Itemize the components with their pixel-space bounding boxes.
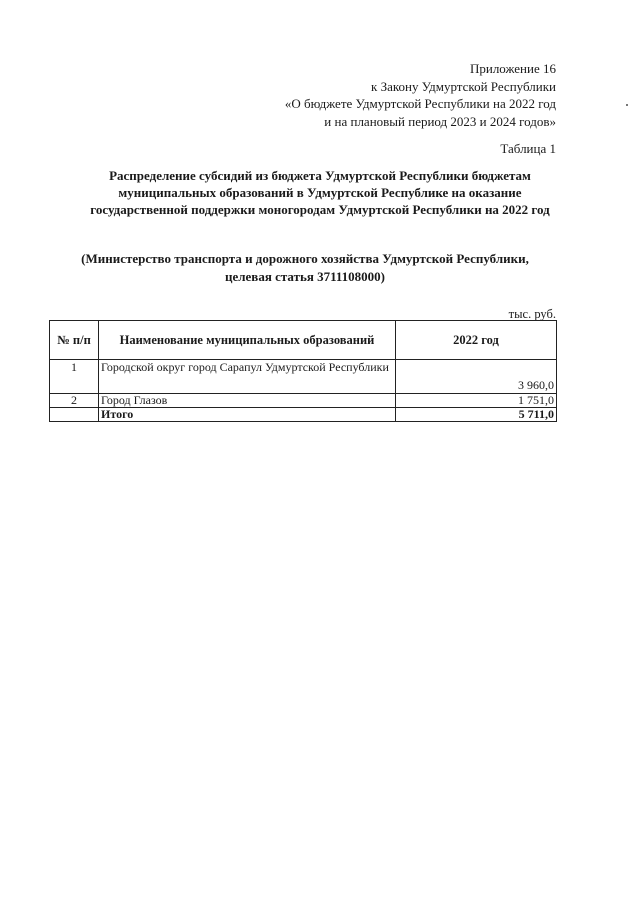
row-value: 1 751,0 <box>396 394 557 408</box>
table-row <box>50 360 557 394</box>
document-subtitle <box>70 250 540 286</box>
total-value: 5 711,0 <box>396 408 557 422</box>
scan-speck <box>626 104 628 106</box>
subtitle-line-1: (Министерство транспорта и дорожного хозяйства Удмуртской Республики, <box>81 251 529 266</box>
row-num: 1 <box>50 360 99 394</box>
subsidy-table <box>49 320 557 422</box>
table-label: Таблица 1 <box>500 141 556 156</box>
table-header-row <box>50 321 557 360</box>
row-value: 3 960,0 <box>396 360 557 394</box>
annex-line-1: Приложение 16 <box>469 61 556 76</box>
total-num-cell <box>50 408 99 422</box>
row-name: Город Глазов <box>99 394 396 408</box>
row-name: Городской округ город Сарапул Удмуртской Республики <box>99 360 396 394</box>
table-total-row <box>50 408 557 422</box>
document-title: Распределение субсидий из бюджета Удмуртской Республики бюджетам муниципальных образований в Удмуртской Республике на оказание государственной поддержки моногородам Удмуртской Республики на 2022 год <box>90 168 550 217</box>
annex-line-4: и на плановый период 2023 и 2024 годов» <box>324 113 556 129</box>
annex-header <box>285 60 556 130</box>
units-label: тыс. руб. <box>508 307 556 321</box>
annex-line-2: к Закону Удмуртской Республики <box>371 78 556 94</box>
header-name: Наименование муниципальных образований <box>99 321 396 360</box>
total-label: Итого <box>99 408 396 422</box>
row-num: 2 <box>50 394 99 408</box>
table-row <box>50 394 557 408</box>
subtitle-line-2: целевая статья 3711108000) <box>224 269 386 284</box>
header-year: 2022 год <box>396 321 557 360</box>
annex-line-3: «О бюджете Удмуртской Республики на 2022 год <box>284 96 556 111</box>
header-num: № п/п <box>50 321 99 360</box>
